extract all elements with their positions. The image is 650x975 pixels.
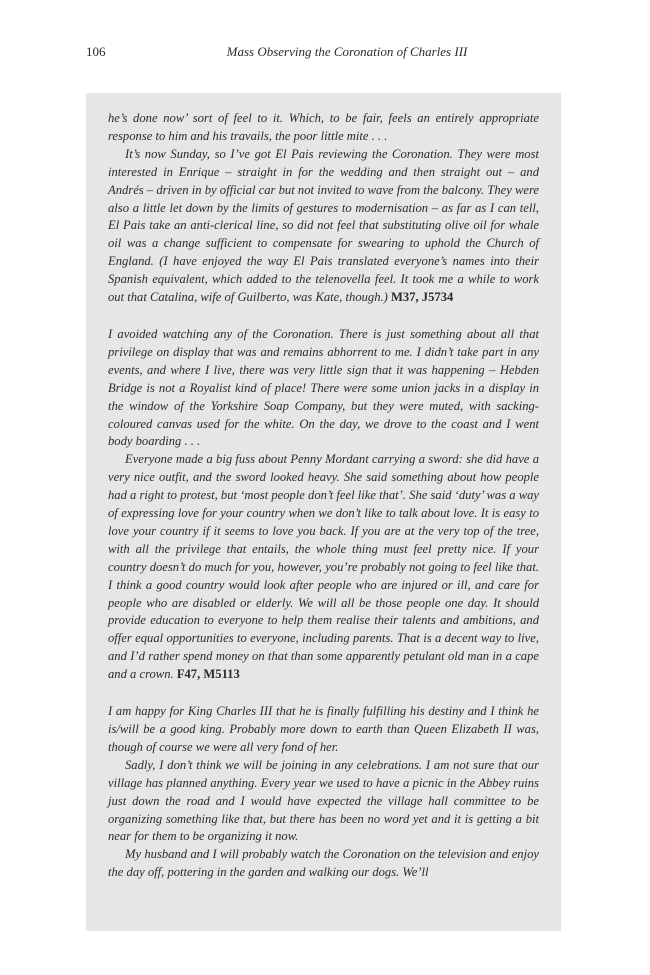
- running-title: Mass Observing the Coronation of Charles III: [226, 44, 468, 59]
- entry-paragraph: [108, 451, 539, 684]
- respondent-reference: F47, M5113: [176, 667, 240, 682]
- diary-entry-2: [108, 326, 539, 684]
- running-head: [86, 44, 564, 64]
- entry-paragraph: he’s done now’ sort of feel to it. Which, to be fair, feels an entirely appropriate response to him and his travails, the poor little mite . . .: [108, 111, 539, 143]
- diary-entry-3: [108, 703, 539, 882]
- quotation-panel: [86, 93, 561, 931]
- entry-text: It’s now Sunday, so I’ve got El Pais reviewing the Coronation. They were most interested in Enrique – straight in for the wedding and then straight out – and Andrés – driven in by official car but not invited to wave from the balcony. They were also a little let down by the limits of gestures to modernisation – as far as I can tell, El Pais take an anti-clerical line, so did not feel that substituting olive oil for whale oil was a change sufficient to compensate for swearing to uphold the Church of England. (I have enjoyed the way El Pais translated everyone’s names into their Spanish equivalent, which added to the telenovella feel. It took me a while to work out that Catalina, wife of Guilberto, was Kate, though.): [108, 146, 539, 305]
- diary-entry-1: [108, 110, 539, 307]
- entry-paragraph: Sadly, I don’t think we will be joining in any celebrations. I am not sure that our village has planned anything. Every year we used to have a picnic in the Abbey ruins just down the road and I would have expected the village hall committee to be organizing something like that, but there has been no word yet and it is getting a bit near for them to be organizing it now.: [108, 757, 539, 844]
- respondent-reference: M37, J5734: [391, 290, 454, 305]
- entry-paragraph: My husband and I will probably watch the Coronation on the television and enjoy the day off, pottering in the garden and walking our dogs. We’ll: [108, 847, 539, 880]
- entry-paragraph: [108, 146, 539, 307]
- entry-paragraph: I avoided watching any of the Coronation. There is just something about all that privilege on display that was and remains abhorrent to me. I didn’t take part in any events, and where I live, there was very little sign that it was happening – Hebden Bridge is not a Royalist kind of place! There were some union jacks in a display in the window of the Yorkshire Soap Company, but they were muted, with sacking-coloured canvas used for the white. On the day, we drove to the coast and I went body boarding . . .: [108, 326, 539, 449]
- entry-paragraph: I am happy for King Charles III that he is finally fulfilling his destiny and I think he is/will be a good king. Probably more down to earth than Queen Elizabeth II was, though of course we were all very fond of her.: [108, 704, 539, 754]
- page-number: 106: [86, 44, 106, 59]
- entry-text: Everyone made a big fuss about Penny Mordant carrying a sword: she did have a very nice outfit, and the sword looked heavy. She said something about how people had a right to protest, but ‘most people don’t feel like that’. She said ‘duty’ was a way of expressing love for your country when we don’t like to talk about love. It is easy to love your country if it seems to love you back. If you are at the very top of the tree, with all the privilege that entails, the whole thing must feel pretty nice. If your country doesn’t do much for you, however, you’re probably not going to feel like that. I think a good country would look after people who are injured or ill, and care for people who are disabled or elderly. We will all be those people one day. It should provide education to everyone to help them realise their talents and ambitions, and offer equal opportunities to everyone, including parents. That is a decent way to live, and I’d rather spend money on that than some apparently petulant old man in a cape and a crown.: [108, 452, 539, 682]
